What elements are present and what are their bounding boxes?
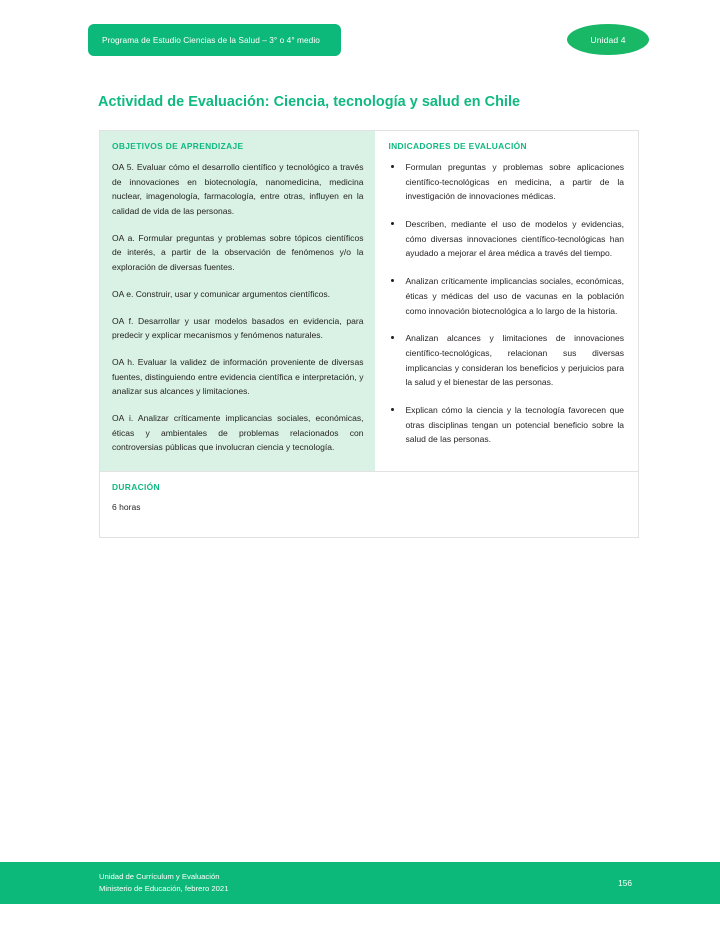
footer-organization — [99, 871, 228, 894]
indicators-heading: INDICADORES DE EVALUACIÓN — [388, 141, 527, 151]
indicators-cell — [376, 131, 638, 471]
bullet-icon — [391, 222, 394, 225]
table-row — [100, 131, 638, 471]
indicators-list — [388, 160, 624, 447]
program-label-text: Programa de Estudio Ciencias de la Salud – 3° o 4° medio — [102, 35, 320, 45]
unit-badge-text: Unidad 4 — [590, 34, 626, 45]
bullet-icon — [391, 279, 394, 282]
footer-line-1: Unidad de Currículum y Evaluación — [99, 872, 220, 882]
list-item — [388, 331, 624, 390]
indicator-text: Analizan alcances y limitaciones de innovaciones científico-tecnológicas, relacionan sus diversas implicancias y consideran los beneficios y perjuicios para la salud y el bienestar de las personas. — [405, 333, 624, 388]
page-number: 156 — [618, 878, 632, 888]
duration-value: 6 horas — [112, 502, 141, 512]
bullet-icon — [391, 165, 394, 168]
objective-paragraph: OA a. Formular preguntas y problemas sobre tópicos científicos de interés, a partir de la observación de fenómenos y/o la exploración de diversas fuentes. — [112, 232, 364, 273]
table-row — [100, 471, 638, 537]
bullet-icon — [391, 408, 394, 411]
list-item — [388, 160, 624, 204]
indicator-text: Formulan preguntas y problemas sobre aplicaciones científico-tecnológicas en medicina, a partir de la investigación de innovaciones médicas. — [405, 162, 624, 202]
program-label-pill — [88, 24, 341, 56]
indicator-text: Analizan críticamente implicancias sociales, económicas, éticas y médicas del uso de vacunas en la población como innovación biotecnológica a lo largo de la historia. — [405, 276, 624, 316]
unit-badge — [567, 24, 649, 55]
list-item — [388, 274, 624, 318]
duration-cell — [100, 471, 638, 537]
objectives-cell — [100, 131, 376, 471]
page-title: Actividad de Evaluación: Ciencia, tecnología y salud en Chile — [98, 93, 521, 110]
indicator-text: Explican cómo la ciencia y la tecnología favorecen que otras disciplinas tengan un potencial beneficio sobre la salud de las personas. — [405, 404, 624, 445]
objective-paragraph: OA h. Evaluar la validez de información proveniente de diversas fuentes, distinguiendo entre evidencia científica e interpretación, y analizar sus alcances y limitaciones. — [112, 356, 364, 397]
indicator-text: Describen, mediante el uso de modelos y evidencias, cómo diversas innovaciones científico-tecnológicas han ayudado a mejorar el área médica a través del tiempo. — [405, 219, 624, 259]
duration-heading: DURACIÓN — [112, 482, 160, 492]
page-header — [0, 24, 720, 56]
activity-table — [99, 130, 639, 538]
footer-line-2: Ministerio de Educación, febrero 2021 — [99, 884, 229, 893]
objective-paragraph: OA 5. Evaluar cómo el desarrollo científico y tecnológico a través de innovaciones en biotecnología, nanomedicina, medicina nuclear, imagenología, farmacología, entre otras, influyen en la calidad de vida de las personas. — [112, 162, 364, 217]
bullet-icon — [391, 336, 394, 339]
objectives-heading: OBJETIVOS DE APRENDIZAJE — [112, 141, 244, 151]
page-footer — [0, 862, 720, 904]
objective-paragraph: OA f. Desarrollar y usar modelos basados en evidencia, para predecir y explicar mecanismos y fenómenos naturales. — [112, 315, 364, 341]
list-item — [388, 217, 624, 261]
list-item — [388, 403, 624, 447]
objective-paragraph: OA e. Construir, usar y comunicar argumentos científicos. — [112, 288, 331, 299]
objective-paragraph: OA i. Analizar críticamente implicancias sociales, económicas, éticas y ambientales de problemas relacionados con controversias públicas que involucran ciencia y tecnología. — [112, 412, 364, 453]
